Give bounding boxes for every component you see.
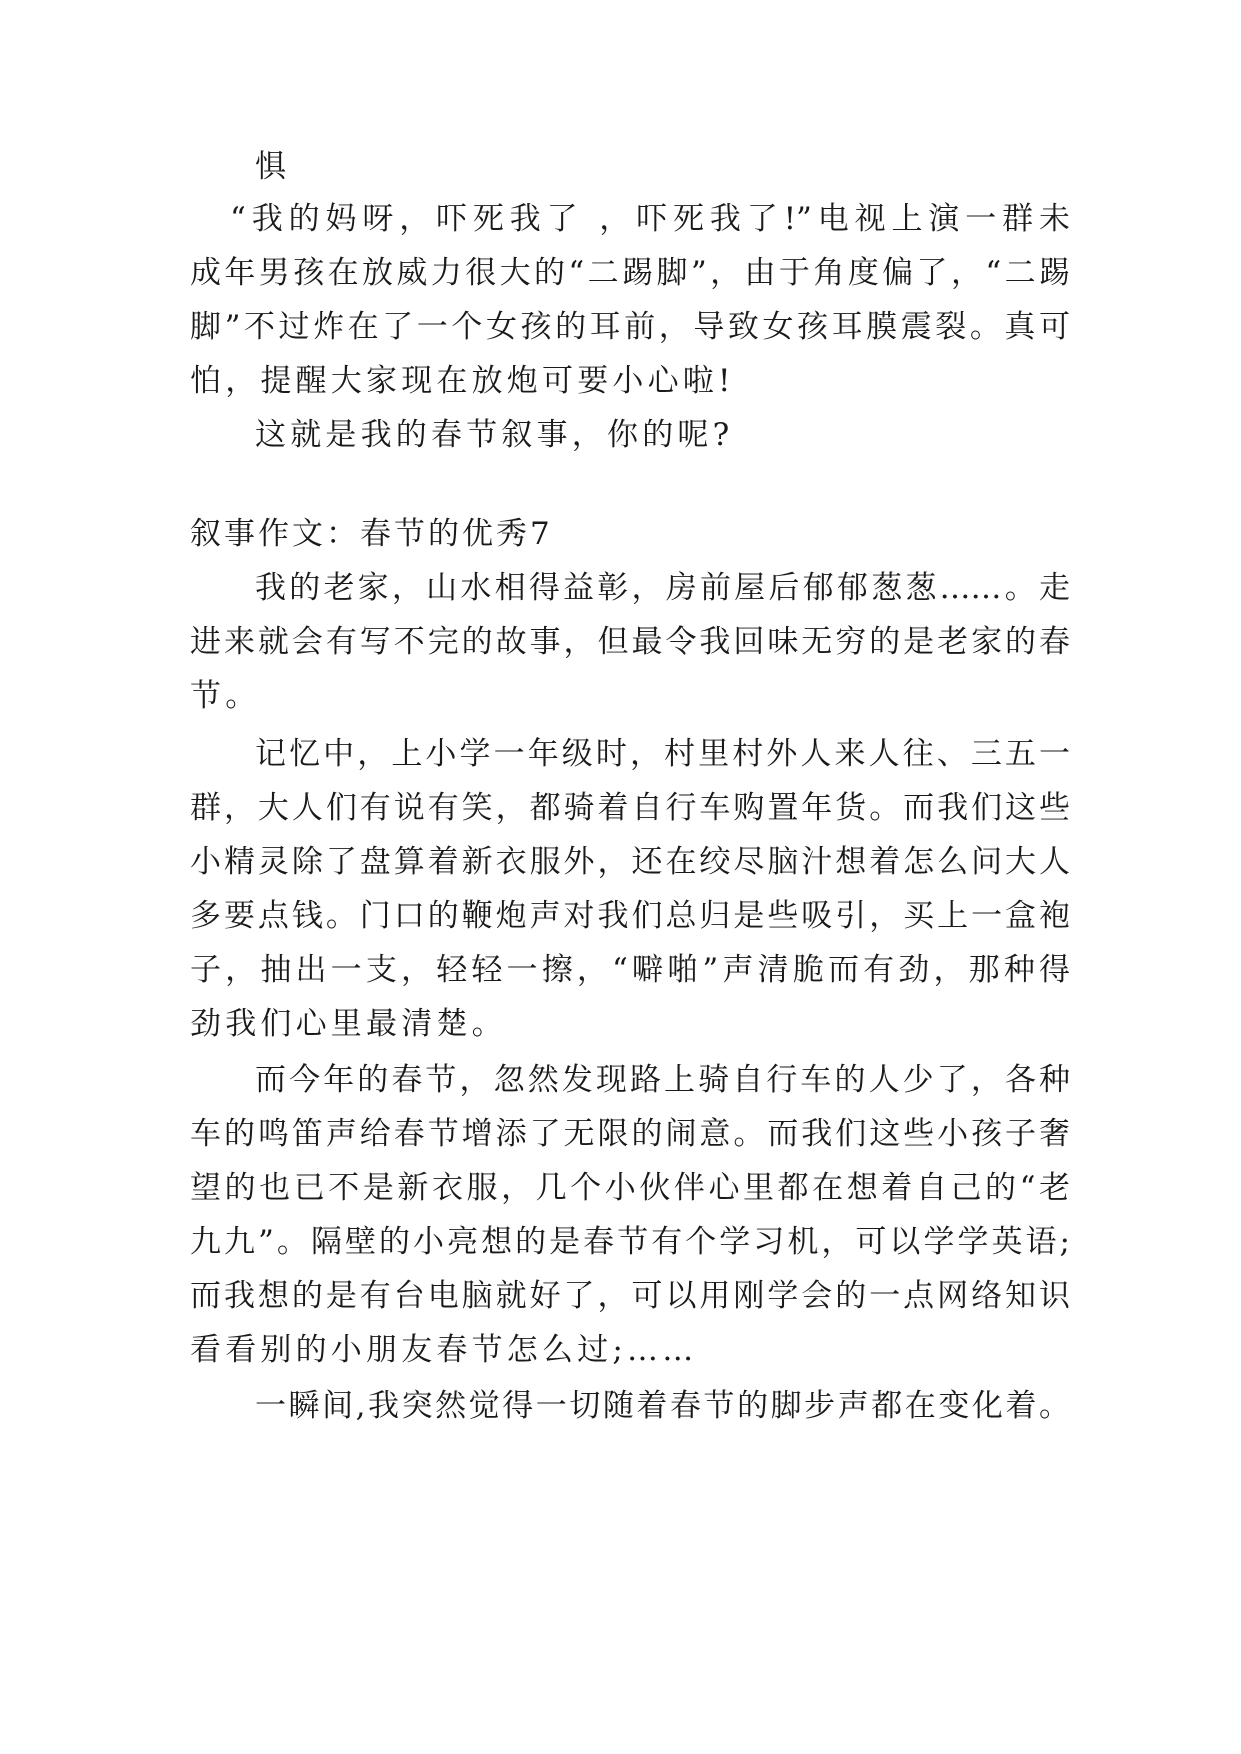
paragraph-line: 一瞬间,我突然觉得一切随着春节的脚步声都在变化着。 [255,1388,1070,1424]
paragraph-line: 劲我们心里最清楚。 [190,1006,507,1042]
paragraph-line: 看看别的小朋友春节怎么过;…… [190,1332,698,1368]
paragraph-line: 节。 [190,678,261,714]
paragraph-line: 望的也已不是新衣服，几个小伙伴心里都在想着自己的“老 [190,1170,1070,1206]
paragraph-line: 我的老家，山水相得益彰，房前屋后郁郁葱葱……。走 [255,570,1070,606]
paragraph-line: 多要点钱。门口的鞭炮声对我们总归是些吸引，买上一盒袍 [190,898,1070,934]
paragraph-line: 九九”。隔壁的小亮想的是春节有个学习机，可以学学英语; [190,1224,1070,1260]
paragraph-line: 脚”不过炸在了一个女孩的耳前，导致女孩耳膜震裂。真可 [190,309,1070,345]
paragraph-line: 而我想的是有台电脑就好了，可以用刚学会的一点网络知识 [190,1278,1070,1314]
paragraph-line: 记忆中，上小学一年级时，村里村外人来人往、三五一 [255,736,1070,772]
paragraph-line: 小精灵除了盘算着新衣服外，还在绞尽脑汁想着怎么问大人 [190,844,1070,880]
paragraph-line: 怕，提醒大家现在放炮可要小心啦! [190,363,735,399]
essay-title: 叙事作文：春节的优秀7 [190,516,553,552]
fragment-heading: 惧 [255,149,289,185]
paragraph-line: 这就是我的春节叙事，你的呢? [255,417,734,453]
paragraph-line: 成年男孩在放威力很大的“二踢脚”，由于角度偏了，“二踢 [190,255,1070,291]
paragraph-line: 群，大人们有说有笑，都骑着自行车购置年货。而我们这些 [190,790,1070,826]
paragraph-line: 车的鸣笛声给春节增添了无限的闹意。而我们这些小孩子奢 [190,1116,1070,1152]
paragraph-line: 子，抽出一支，轻轻一擦，“噼啪”声清脆而有劲，那种得 [190,952,1070,988]
paragraph-line: 进来就会有写不完的故事，但最令我回味无穷的是老家的春 [190,624,1070,660]
paragraph-line: 而今年的春节，忽然发现路上骑自行车的人少了，各种 [255,1062,1070,1098]
paragraph-line: “我的妈呀，吓死我了 ，吓死我了!”电视上演一群未 [230,201,1070,237]
